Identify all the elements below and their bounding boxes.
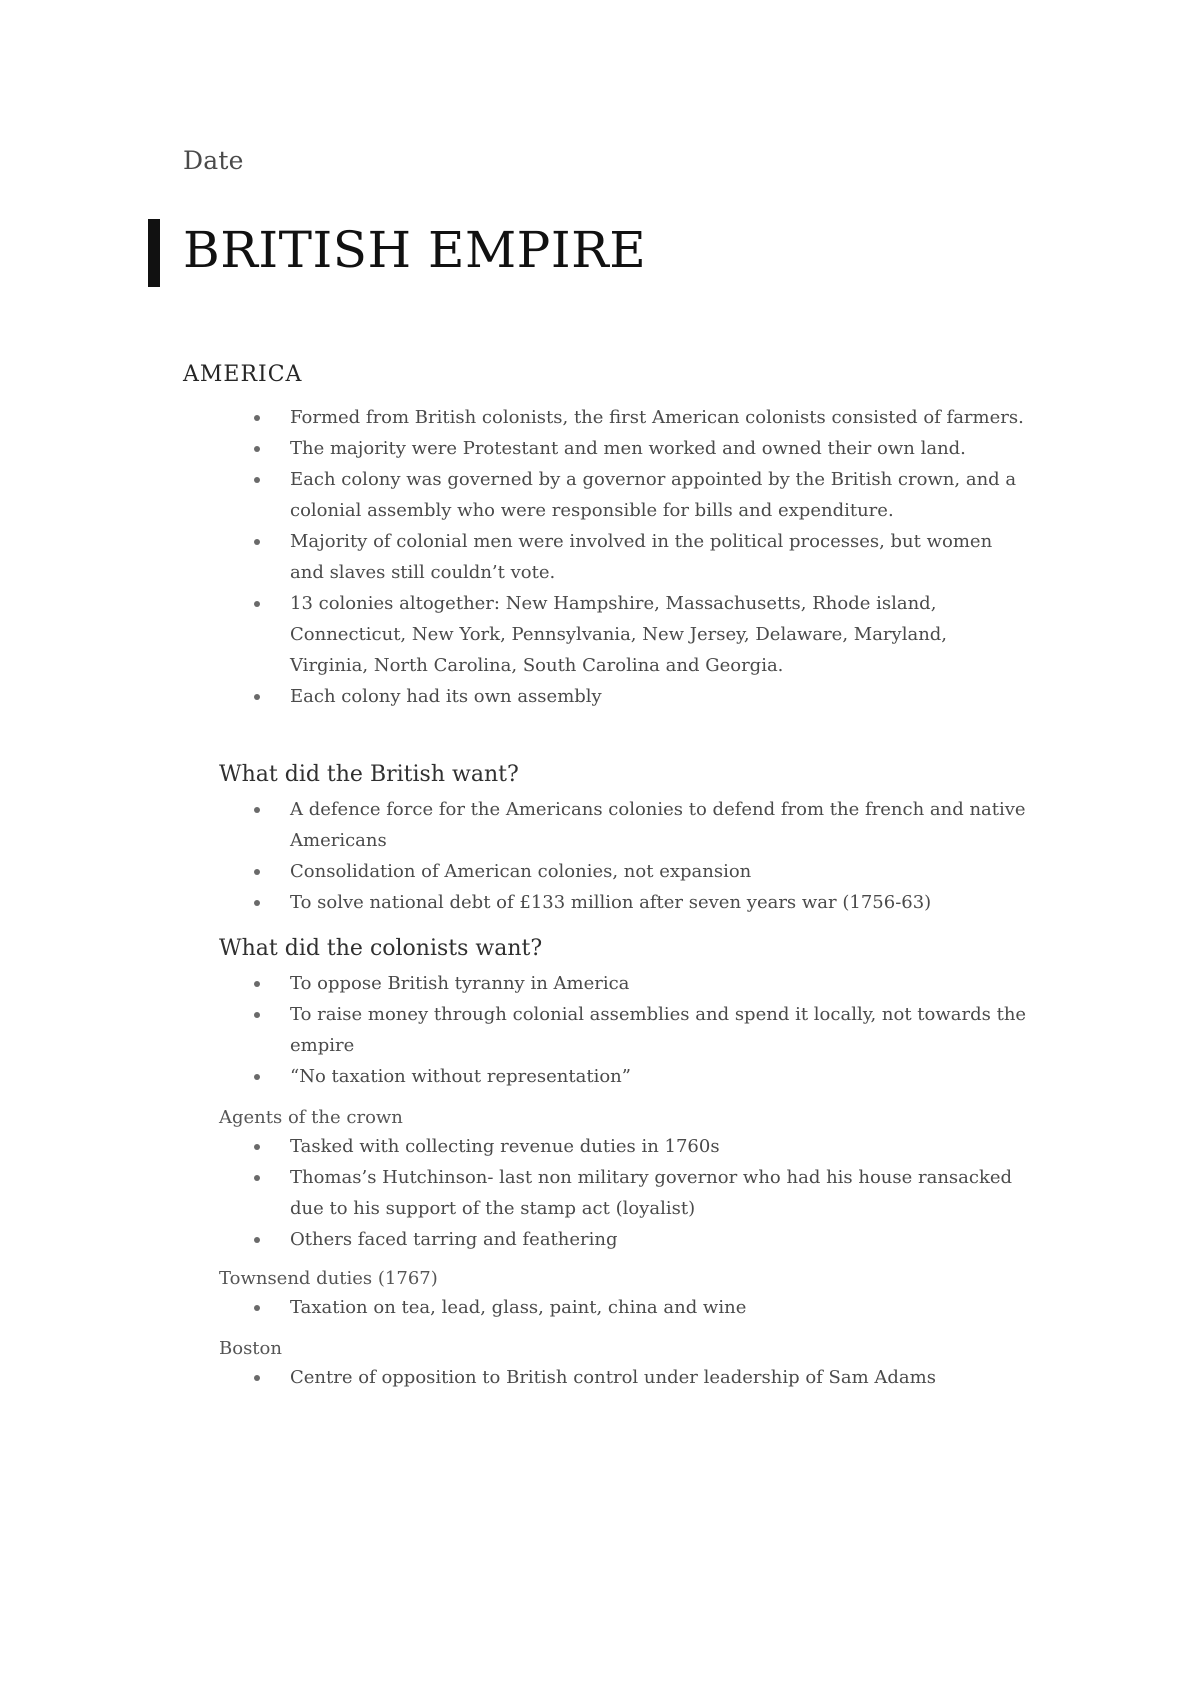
list-item: Thomas’s Hutchinson- last non military governor who had his house ransacked due to his support of the stamp act (loyalist) [290,1162,1030,1224]
list-item: Centre of opposition to British control under leadership of Sam Adams [290,1362,1030,1393]
townsend-list [290,1292,1030,1323]
colonists-want-list [290,968,1030,1092]
heading-townsend-duties: Townsend duties (1767) [219,1268,438,1289]
list-item: Formed from British colonists, the first American colonists consisted of farmers. [290,402,1030,433]
date-label: Date [183,146,244,175]
list-item: Others faced tarring and feathering [290,1224,1030,1255]
page-title: BRITISH EMPIRE [183,221,647,279]
british-want-list [290,794,1030,918]
list-item: A defence force for the Americans colonies to defend from the french and native Americans [290,794,1030,856]
list-item: To solve national debt of £133 million after seven years war (1756-63) [290,887,1030,918]
america-list [290,402,1030,712]
heading-colonists-want: What did the colonists want? [219,936,543,961]
list-item: To raise money through colonial assemblies and spend it locally, not towards the empire [290,999,1030,1061]
list-item: Taxation on tea, lead, glass, paint, china and wine [290,1292,1030,1323]
boston-list [290,1362,1030,1393]
list-item: Consolidation of American colonies, not expansion [290,856,1030,887]
heading-agents-of-crown: Agents of the crown [219,1107,403,1128]
list-item: Majority of colonial men were involved in the political processes, but women and slaves still couldn’t vote. [290,526,1030,588]
list-item: 13 colonies altogether: New Hampshire, Massachusetts, Rhode island, Connecticut, New York, Pennsylvania, New Jersey, Delaware, Maryland, Virginia, North Carolina, South Carolina and Georgia. [290,588,1030,681]
list-item: Each colony was governed by a governor appointed by the British crown, and a colonial assembly who were responsible for bills and expenditure. [290,464,1030,526]
list-item: Each colony had its own assembly [290,681,1030,712]
agents-list [290,1131,1030,1255]
section-heading-america: AMERICA [183,362,303,387]
title-accent-bar [148,219,160,287]
heading-british-want: What did the British want? [219,762,519,787]
heading-boston: Boston [219,1338,282,1359]
list-item: The majority were Protestant and men worked and owned their own land. [290,433,1030,464]
list-item: To oppose British tyranny in America [290,968,1030,999]
list-item: “No taxation without representation” [290,1061,1030,1092]
list-item: Tasked with collecting revenue duties in 1760s [290,1131,1030,1162]
